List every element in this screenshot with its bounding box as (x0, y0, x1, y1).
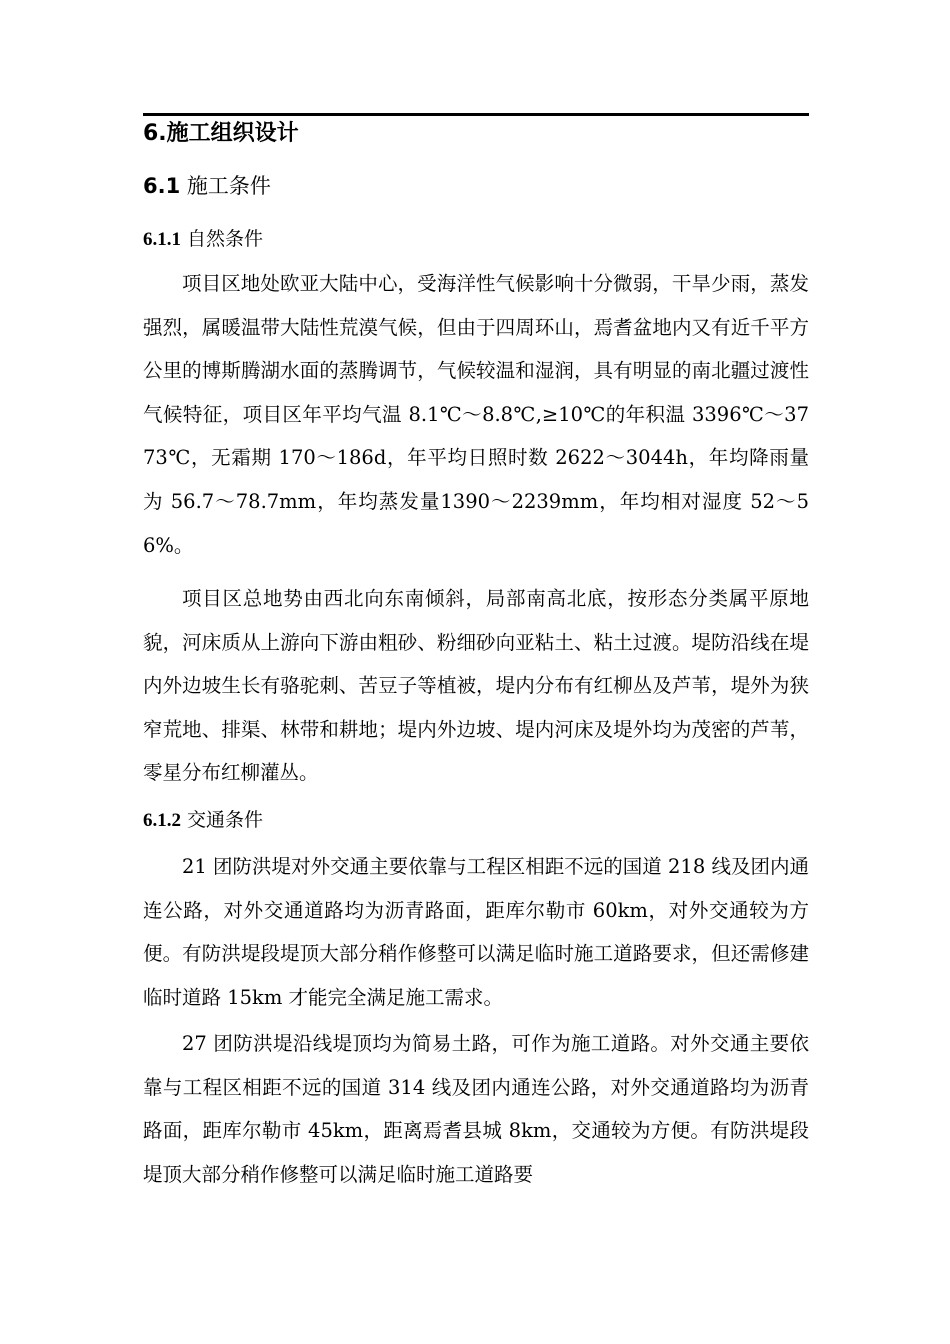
subsection-heading-traffic (143, 806, 263, 835)
subsection-title: 交通条件 (187, 809, 264, 831)
document-page (143, 0, 809, 1344)
paragraph-climate: 项目区地处欧亚大陆中心，受海洋性气候影响十分微弱，干旱少雨，蒸发强烈，属暖温带大陆性荒漠气候，但由于四周环山，焉耆盆地内又有近千平方公里的博斯腾湖水面的蒸腾调节，气候较温和湿润，具有明显的南北疆过渡性气候特征，项目区年平均气温 8.1℃～8.8℃,≥10℃的年积温 3396℃～3773℃，无霜期 170～186d，年平均日照时数 2622～3044h，年均降雨量为 56.7～78.7mm，年均蒸发量1390～2239mm，年均相对湿度 52～56%。 (143, 272, 809, 557)
section-number: 6.1 (143, 174, 181, 198)
subsection-heading-natural (143, 225, 263, 254)
subsection-number: 6.1.2 (143, 810, 181, 831)
section-heading (143, 171, 271, 201)
paragraph-traffic-27: 27 团防洪堤沿线堤顶均为简易土路，可作为施工道路。对外交通主要依靠与工程区相距不远的国道 314 线及团内通连公路，对外交通道路均为沥青路面，距库尔勒市 45km，距离焉耆县城 8km，交通较为方便。有防洪堤段堤顶大部分稍作修整可以满足临时施工道路要 (143, 1032, 809, 1186)
subsection-number: 6.1.1 (143, 229, 181, 250)
paragraph-terrain: 项目区总地势由西北向东南倾斜，局部南高北底，按形态分类属平原地貌，河床质从上游向下游由粗砂、粉细砂向亚粘土、粘土过渡。堤防沿线在堤内外边坡生长有骆驼刺、苦豆子等植被，堤内分布有红柳丛及芦苇，堤外为狭窄荒地、排渠、林带和耕地；堤内外边坡、堤内河床及堤外均为茂密的芦苇，零星分布红柳灌丛。 (143, 587, 809, 785)
header-rule (143, 113, 809, 116)
paragraph-traffic-21: 21 团防洪堤对外交通主要依靠与工程区相距不远的国道 218 线及团内通连公路，对外交通道路均为沥青路面，距库尔勒市 60km，对外交通较为方便。有防洪堤段堤顶大部分稍作修整可以满足临时施工道路要求，但还需修建临时道路 15km 才能完全满足施工需求。 (143, 855, 809, 1009)
chapter-heading: 6.施工组织设计 (143, 121, 299, 146)
subsection-title: 自然条件 (187, 228, 264, 250)
section-title: 施工条件 (186, 174, 271, 198)
